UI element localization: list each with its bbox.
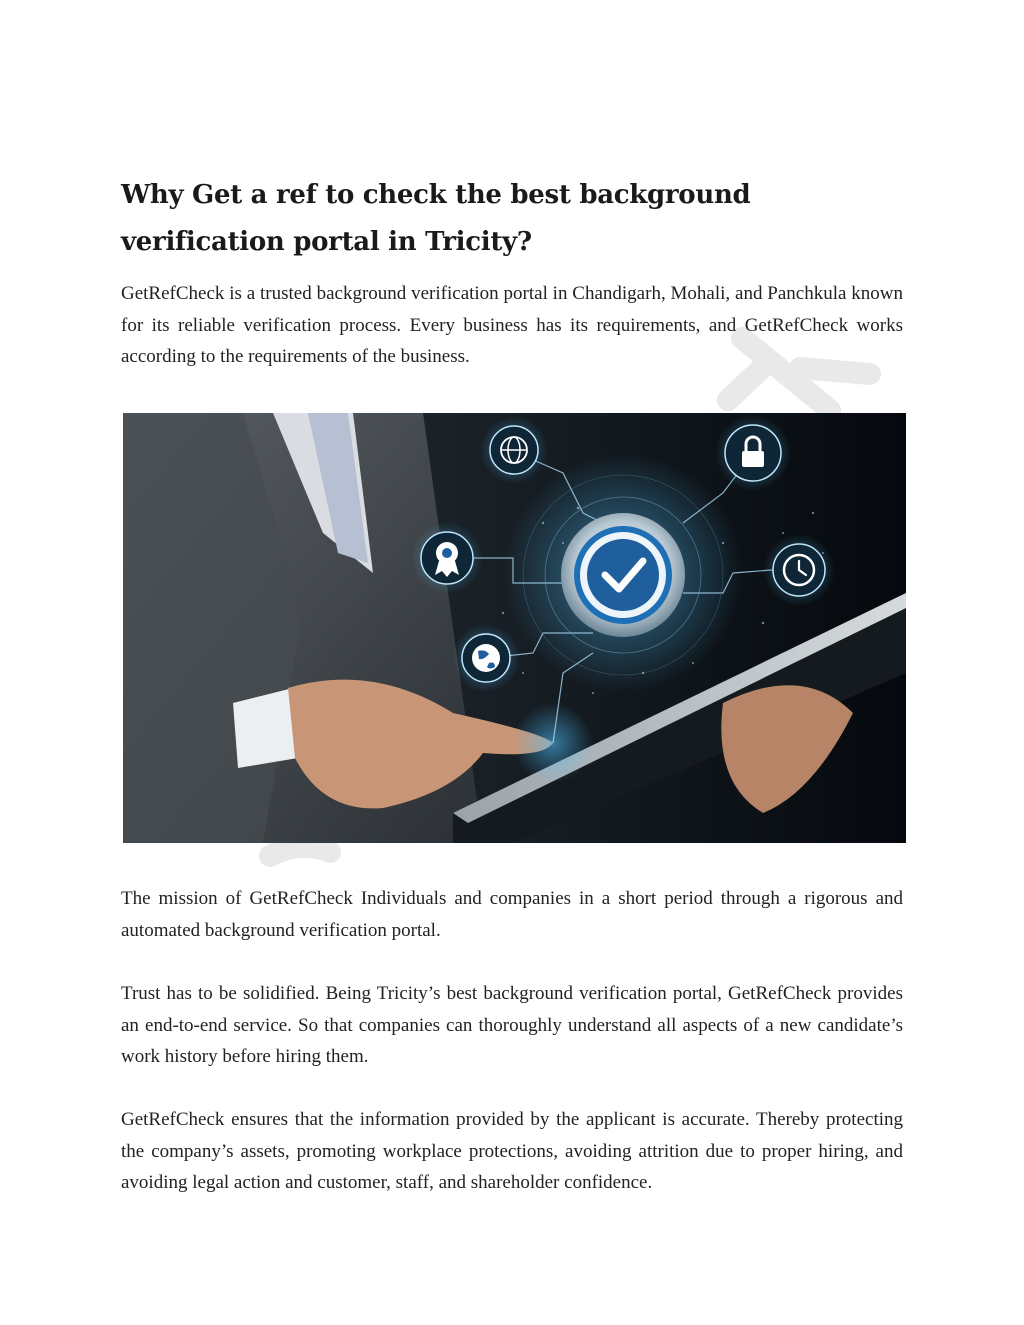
award-badge-icon <box>411 522 483 594</box>
page-title: Why Get a ref to check the best background verification portal in Tricity? <box>121 180 751 257</box>
clock-icon <box>763 534 835 606</box>
lock-icon <box>715 415 791 491</box>
globe-icon <box>480 416 548 484</box>
intro-paragraph: GetRefCheck is a trusted background verification portal in Chandigarh, Mohali, and Panchkula known for its reliable verification process. Every business has its requirements, and GetRefCheck works according to the requirements of the business. <box>121 283 903 367</box>
assurance-paragraph: GetRefCheck ensures that the information provided by the applicant is accurate. Thereby protecting the company’s assets, promoting workplace protections, avoiding attrition due to proper hiring, and avoiding legal action and customer, staff, and shareholder confidence. <box>121 1109 903 1193</box>
hero-image <box>123 413 906 843</box>
world-icon <box>452 624 520 692</box>
mission-paragraph: The mission of GetRefCheck Individuals and companies in a short period through a rigorous and automated background verification portal. <box>121 888 903 941</box>
trust-paragraph: Trust has to be solidified. Being Tricity’s best background verification portal, GetRefCheck provides an end-to-end service. So that companies can thoroughly understand all aspects of a new candidate’s work history before hiring them. <box>121 983 903 1067</box>
